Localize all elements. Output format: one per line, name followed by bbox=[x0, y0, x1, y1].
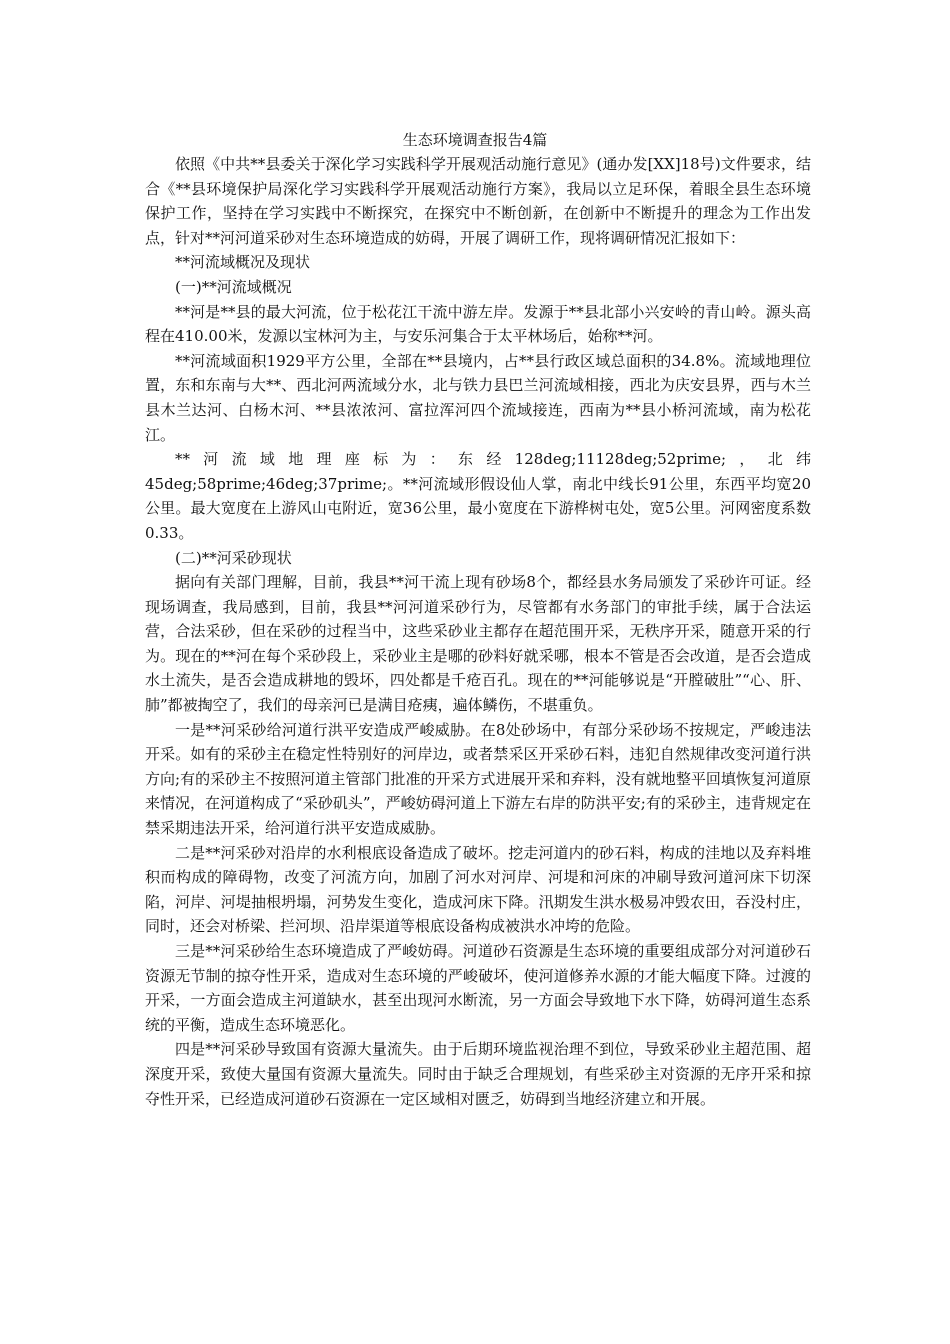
paragraph: **河流域地理座标为：东经128deg;11128deg;52prime;，北纬45deg;58prime;46deg;37prime;。**河流域形假设仙人掌，南北中线长91公里，东西平均宽20公里。最大宽度在上游风山屯附近，宽36公里，最小宽度在下游桦树屯处，宽5公里。河网密度系数0.33。 bbox=[145, 450, 811, 542]
subsection-heading: (一)**河流域概况 bbox=[175, 277, 292, 296]
paragraph: **河流域面积1929平方公里，全部在**县境内，占**县行政区域总面积的34.8%。流域地理位置，东和东南与大**、西北河两流域分水，北与铁力县巴兰河流域相接，西北为庆安县界，西与木兰县木兰达河、白杨木河、**县浓浓河、富拉浑河四个流域接连，西南为**县小桥河流域，南为松花江。 bbox=[145, 351, 811, 444]
paragraph: **河是**县的最大河流，位于松花江干流中游左岸。发源于**县北部小兴安岭的青山岭。源头高程在410.00米，发源以宝林河为主，与安乐河集合于太平林场后，始称**河。 bbox=[145, 302, 811, 346]
paragraph: 据向有关部门理解，目前，我县**河干流上现有砂场8个，都经县水务局颁发了采砂许可证。经现场调查，我局感到，目前，我县**河河道采砂行为，尽管都有水务部门的审批手续，属于合法运营，合法采砂，但在采砂的过程当中，这些采砂业主都存在超范围开采，无秩序开采，随意开采的行为。现在的**河在每个采砂段上，采砂业主是哪的砂料好就采哪，根本不管是否会改道，是否会造成水土流失，是否会造成耕地的毁坏，四处都是千疮百孔。现在的**河能够说是“开膛破肚”“心、肝、肺”都被掏空了，我们的母亲河已是满目疮痍，遍体鳞伤，不堪重负。 bbox=[145, 573, 811, 715]
paragraph-intro: 依照《中共**县委关于深化学习实践科学开展观活动施行意见》(通办发[XX]18号)文件要求，结合《**县环境保护局深化学习实践科学开展观活动施行方案》，我局以立足环保，着眼全县生态环境保护工作，坚持在学习实践中不断探究，在探究中不断创新，在创新中不断提升的理念为工作出发点，针对**河河道采砂对生态环境造成的妨碍，开展了调研工作，现将调研情况汇报如下： bbox=[145, 155, 811, 247]
subsection-heading: (二)**河采砂现状 bbox=[175, 548, 292, 567]
paragraph: 一是**河采砂给河道行洪平安造成严峻威胁。在8处砂场中，有部分采砂场不按规定，严峻违法开采。如有的采砂主在稳定性特别好的河岸边，或者禁采区开采砂石料，违犯自然规律改变河道行洪方向;有的采砂主不按照河道主管部门批准的开采方式进展开采和弃料，没有就地整平回填恢复河道原来情况，在河道构成了“采砂矶头”，严峻妨碍河道上下游左右岸的防洪平安;有的采砂主，违背规定在禁采期违法开采，给河道行洪平安造成威胁。 bbox=[145, 720, 811, 838]
document-body bbox=[145, 152, 811, 1111]
document-title: 生态环境调查报告4篇 bbox=[402, 131, 548, 149]
section-heading: **河流域概况及现状 bbox=[175, 253, 311, 272]
paragraph: 三是**河采砂给生态环境造成了严峻妨碍。河道砂石资源是生态环境的重要组成部分对河道砂石资源无节制的掠夺性开采，造成对生态环境的严峻破坏，使河道修养水源的才能大幅度下降。过渡的开采，一方面会造成主河道缺水，甚至出现河水断流，另一方面会导致地下水下降，妨碍河道生态系统的平衡，造成生态环境恶化。 bbox=[145, 942, 811, 1034]
paragraph: 四是**河采砂导致国有资源大量流失。由于后期环境监视治理不到位，导致采砂业主超范围、超深度开采，致使大量国有资源大量流失。同时由于缺乏合理规划，有些采砂主对资源的无序开采和掠夺性开采，已经造成河道砂石资源在一定区域相对匮乏，妨碍到当地经济建立和开展。 bbox=[145, 1040, 811, 1108]
paragraph: 二是**河采砂对沿岸的水利根底设备造成了破坏。挖走河道内的砂石料，构成的洼地以及弃料堆积而构成的障碍物，改变了河流方向，加剧了河水对河岸、河堤和河床的冲刷导致河道河床下切深陷，河岸、河堤抽根坍塌，河势发生变化，造成河床下降。汛期发生洪水极易冲毁农田，吞没村庄，同时，还会对桥梁、拦河坝、沿岸渠道等根底设备构成被洪水冲垮的危险。 bbox=[145, 843, 811, 936]
